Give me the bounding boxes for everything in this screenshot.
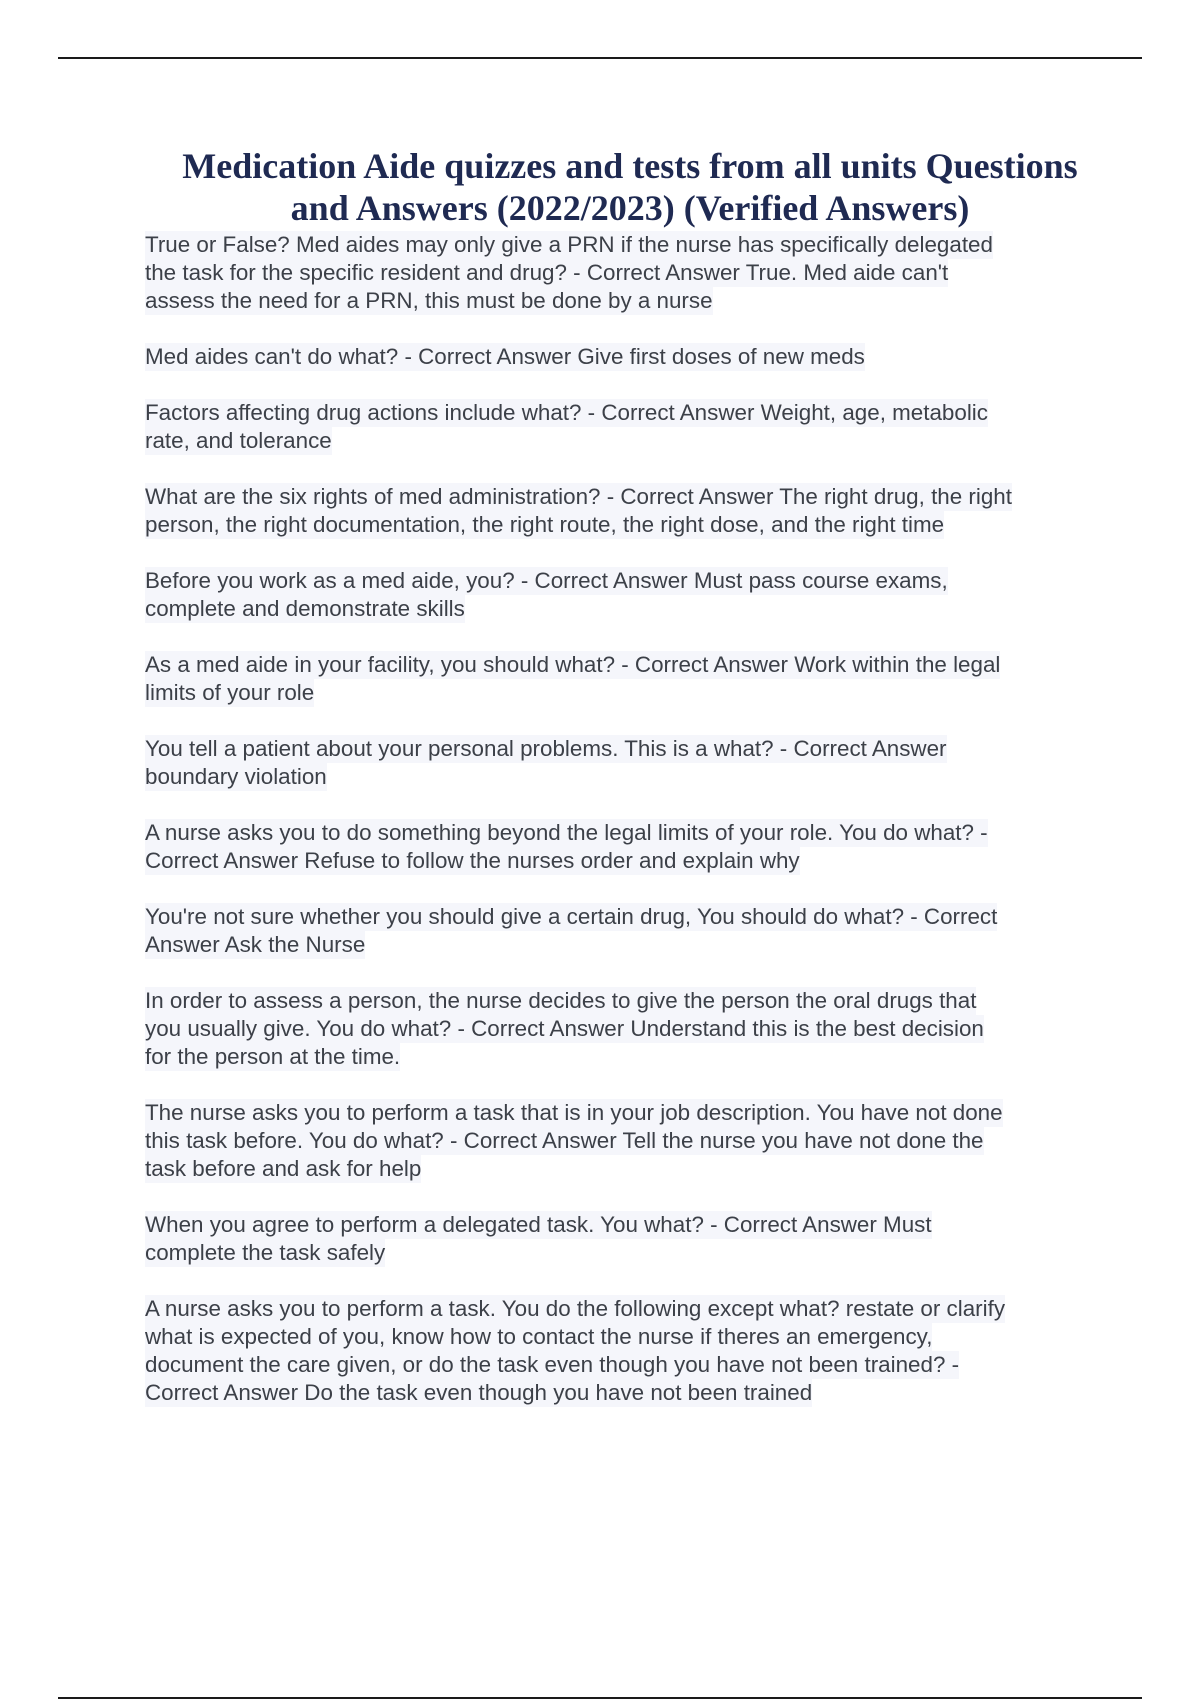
- qa-line: What are the six rights of med administration? - Correct Answer The right drug, the right: [145, 484, 1012, 509]
- qa-item: [145, 567, 1095, 623]
- qa-item: [145, 1099, 1095, 1183]
- qa-line: Correct Answer Refuse to follow the nurses order and explain why: [145, 848, 800, 873]
- qa-item: [145, 987, 1095, 1071]
- qa-line: for the person at the time.: [145, 1044, 401, 1069]
- qa-line: In order to assess a person, the nurse decides to give the person the oral drugs that: [145, 988, 977, 1013]
- document-title: [135, 145, 1125, 229]
- title-line-2: and Answers (2022/2023) (Verified Answers): [290, 188, 970, 228]
- qa-line: A nurse asks you to do something beyond the legal limits of your role. You do what? -: [145, 820, 988, 845]
- qa-line: Before you work as a med aide, you? - Correct Answer Must pass course exams,: [145, 568, 948, 593]
- qa-item: [145, 903, 1095, 959]
- qa-line: complete and demonstrate skills: [145, 596, 465, 621]
- bottom-rule: [58, 1697, 1142, 1699]
- qa-line: You're not sure whether you should give a certain drug, You should do what? - Correct: [145, 904, 998, 929]
- qa-item: [145, 343, 1095, 371]
- qa-line: As a med aide in your facility, you should what? - Correct Answer Work within the legal: [145, 652, 1001, 677]
- qa-item: [145, 819, 1095, 875]
- qa-line: task before and ask for help: [145, 1156, 422, 1181]
- qa-item: [145, 1295, 1095, 1407]
- qa-line: rate, and tolerance: [145, 428, 332, 453]
- qa-line: you usually give. You do what? - Correct Answer Understand this is the best decision: [145, 1016, 984, 1041]
- qa-line: assess the need for a PRN, this must be done by a nurse: [145, 288, 713, 313]
- qa-item: [145, 399, 1095, 455]
- qa-item: [145, 231, 1095, 315]
- qa-line: boundary violation: [145, 764, 327, 789]
- top-rule: [58, 57, 1142, 59]
- title-line-1: Medication Aide quizzes and tests from all units Questions: [182, 146, 1078, 186]
- qa-line: A nurse asks you to perform a task. You do the following except what? restate or clarify: [145, 1296, 1006, 1321]
- qa-line: this task before. You do what? - Correct Answer Tell the nurse you have not done the: [145, 1128, 984, 1153]
- qa-line: person, the right documentation, the right route, the right dose, and the right time: [145, 512, 945, 537]
- document-body: [145, 145, 1095, 1435]
- qa-line: limits of your role: [145, 680, 315, 705]
- qa-item: [145, 483, 1095, 539]
- qa-line: complete the task safely: [145, 1240, 386, 1265]
- qa-item: [145, 735, 1095, 791]
- qa-line: You tell a patient about your personal problems. This is a what? - Correct Answer: [145, 736, 947, 761]
- qa-list: [145, 231, 1095, 1407]
- qa-line: what is expected of you, know how to contact the nurse if theres an emergency,: [145, 1324, 933, 1349]
- qa-line: Correct Answer Do the task even though you have not been trained: [145, 1380, 813, 1405]
- qa-line: True or False? Med aides may only give a PRN if the nurse has specifically delegated: [145, 232, 993, 257]
- qa-line: Factors affecting drug actions include what? - Correct Answer Weight, age, metabolic: [145, 400, 988, 425]
- qa-line: When you agree to perform a delegated task. You what? - Correct Answer Must: [145, 1212, 932, 1237]
- qa-line: document the care given, or do the task even though you have not been trained? -: [145, 1352, 960, 1377]
- qa-line: Answer Ask the Nurse: [145, 932, 366, 957]
- qa-line: Med aides can't do what? - Correct Answer Give first doses of new meds: [145, 344, 865, 369]
- qa-item: [145, 651, 1095, 707]
- qa-line: The nurse asks you to perform a task that is in your job description. You have not done: [145, 1100, 1003, 1125]
- qa-item: [145, 1211, 1095, 1267]
- qa-line: the task for the specific resident and drug? - Correct Answer True. Med aide can't: [145, 260, 949, 285]
